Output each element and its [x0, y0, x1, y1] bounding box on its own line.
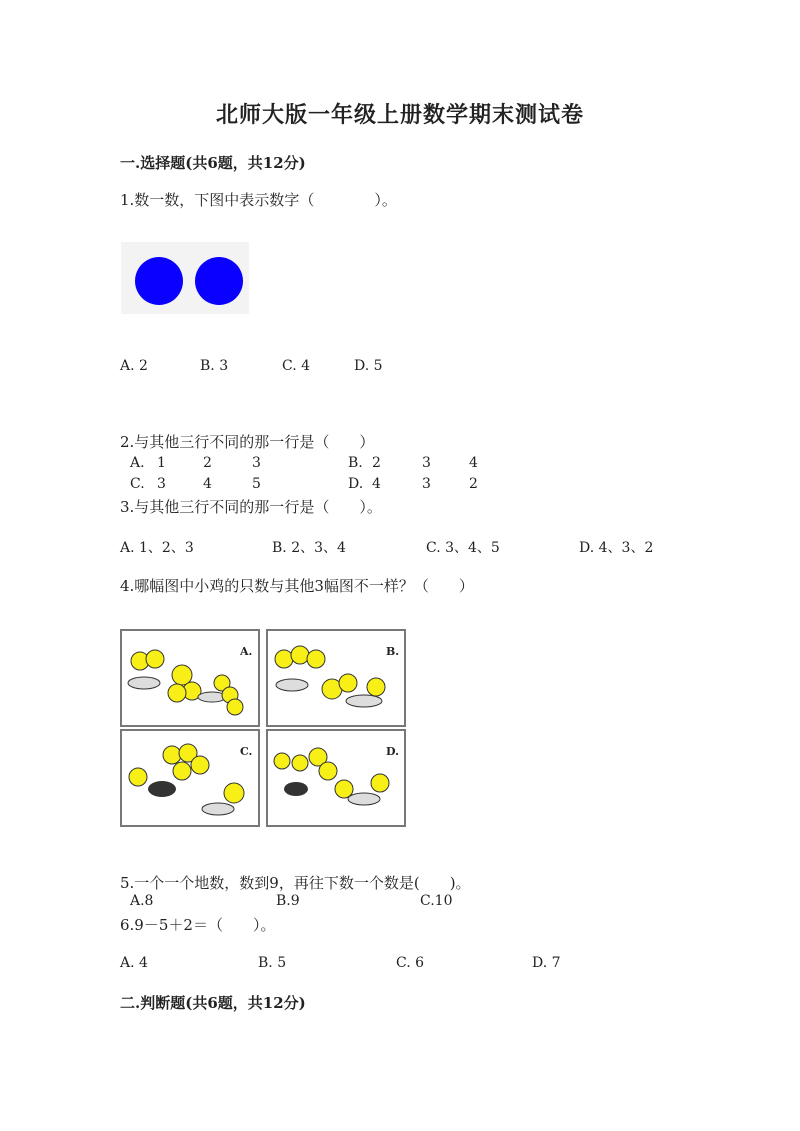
question-5-stem: 5.一个一个地数，数到9，再往下数一个数是( )。: [120, 874, 471, 892]
question-3-option-a: A. 1、2、3: [120, 540, 194, 556]
panel-label: D.: [386, 745, 399, 758]
question-6-option-a: A. 4: [120, 955, 148, 971]
chick-panel-b: [266, 629, 406, 727]
section-heading-choice: 一.选择题(共6题，共12分): [120, 154, 306, 172]
question-3-option-b: B. 2、3、4: [272, 540, 346, 556]
question-1-option-b: B. 3: [200, 358, 229, 374]
question-1-option-a: A. 2: [120, 358, 148, 374]
question-1-option-d: D. 5: [354, 358, 383, 374]
row-number: 2: [372, 455, 381, 471]
row-label: B.: [348, 455, 363, 471]
question-2-stem: 2.与其他三行不同的那一行是（ ）: [120, 433, 375, 451]
question-3-option-c: C. 3、4、5: [426, 540, 500, 556]
question-3-option-d: D. 4、3、2: [579, 540, 654, 556]
question-6-option-d: D. 7: [532, 955, 561, 971]
question-1-stem: 1.数一数，下图中表示数字（ ）。: [120, 191, 397, 209]
row-number: 2: [469, 476, 478, 492]
question-5-option-a: A.8: [130, 893, 154, 909]
row-number: 3: [157, 476, 166, 492]
question-4-chicks-image: [120, 629, 406, 828]
row-number: 5: [252, 476, 261, 492]
chick-drawing: [122, 731, 258, 825]
row-number: 3: [252, 455, 261, 471]
row-number: 4: [469, 455, 478, 471]
chick-drawing: [268, 731, 404, 825]
row-number: 3: [422, 455, 431, 471]
page-title: 北师大版一年级上册数学期末测试卷: [215, 102, 584, 128]
chick-drawing: [268, 631, 404, 725]
question-5-option-b: B.9: [276, 893, 300, 909]
question-5-option-c: C.10: [420, 893, 453, 909]
blue-dot: [135, 257, 183, 305]
question-6-option-c: C. 6: [396, 955, 425, 971]
question-1-dots-image: [121, 242, 249, 314]
row-number: 4: [203, 476, 212, 492]
question-1-option-c: C. 4: [282, 358, 311, 374]
row-number: 3: [422, 476, 431, 492]
row-number: 1: [157, 455, 166, 471]
row-label: D.: [348, 476, 364, 492]
chick-panel-c: [120, 729, 260, 827]
row-label: C.: [130, 476, 145, 492]
panel-label: A.: [240, 645, 253, 658]
row-label: A.: [130, 455, 145, 471]
blue-dot: [195, 257, 243, 305]
panel-label: C.: [240, 745, 253, 758]
question-4-stem: 4.哪幅图中小鸡的只数与其他3幅图不一样？（ ）: [120, 577, 474, 595]
row-number: 2: [203, 455, 212, 471]
question-6-option-b: B. 5: [258, 955, 287, 971]
chick-panel-d: [266, 729, 406, 827]
section-heading-judgement: 二.判断题(共6题，共12分): [120, 994, 306, 1012]
chick-drawing: [122, 631, 258, 725]
row-number: 4: [372, 476, 381, 492]
panel-label: B.: [386, 645, 400, 658]
question-6-stem: 6.9－5＋2＝（ ）。: [120, 916, 276, 934]
chick-panel-a: [120, 629, 260, 727]
question-3-stem: 3.与其他三行不同的那一行是（ ）。: [120, 498, 382, 516]
